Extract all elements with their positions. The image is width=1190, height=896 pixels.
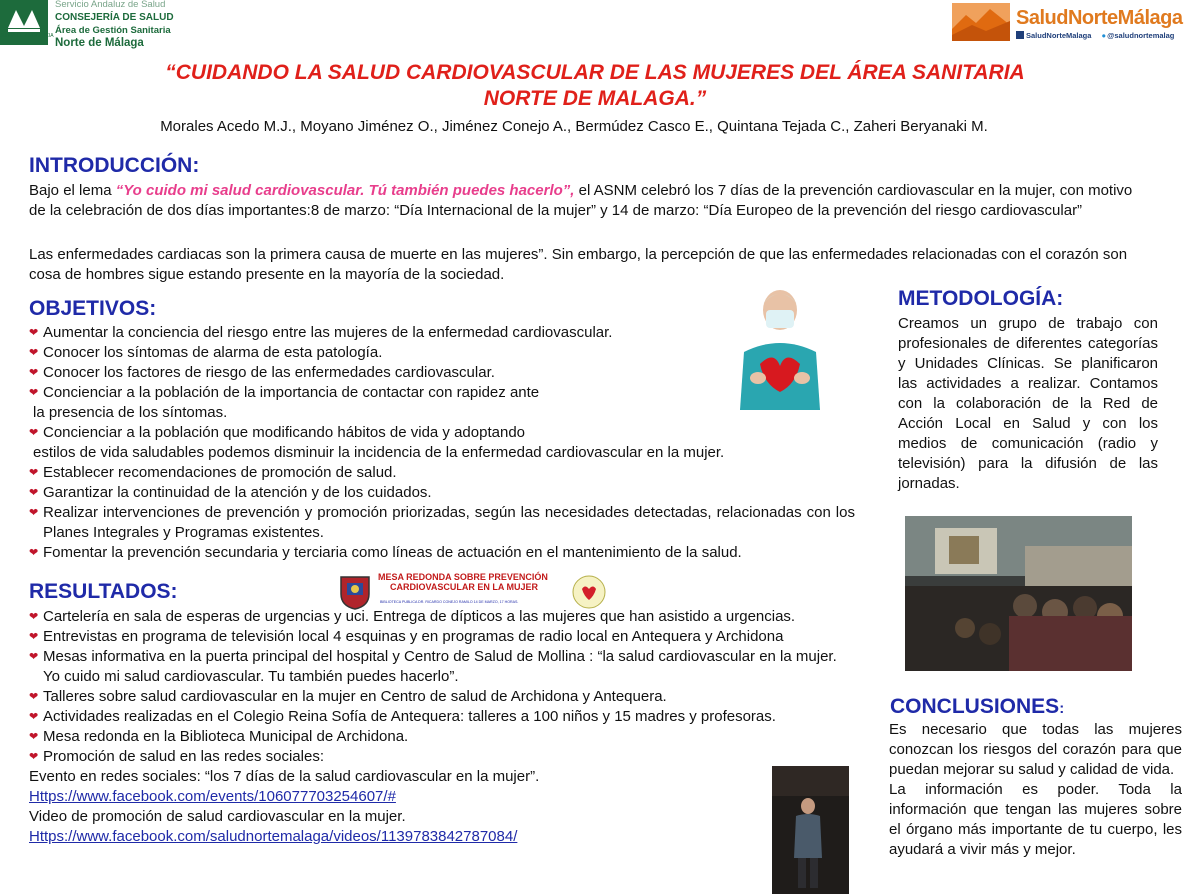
conclusiones-heading-colon: : (1059, 700, 1065, 717)
resultado-item: ❤ Entrevistas en programa de televisión local 4 esquinas y en programas de radio local en Antequera y Archidona (29, 627, 855, 647)
resultado-item: ❤ Mesa redonda en la Biblioteca Municipal de Archidona. (29, 727, 855, 747)
authors: Morales Acedo M.J., Moyano Jiménez O., Jiménez Conejo A., Bermúdez Casco E., Quintana Tejada C., Zaheri Beryanaki M. (160, 118, 988, 135)
junta-caption: JUNTA DE ANDALUCIA (0, 33, 54, 39)
video-text: Video de promoción de salud cardiovascular en la mujer. (29, 808, 406, 825)
salud-norte-malaga-logo (950, 0, 1190, 45)
objetivo-item: ❤ Conocer los factores de riesgo de las enfermedades cardiovascular. (29, 363, 855, 383)
speaker-photo (772, 766, 849, 894)
facebook-video-link[interactable]: Https://www.facebook.com/saludnortemalaga/videos/1139783842787084/ (29, 828, 518, 845)
social-handles (1016, 31, 1182, 40)
objetivo-item: ❤ Conocer los síntomas de alarma de esta patología. (29, 343, 855, 363)
objetivo-continuation: la presencia de los síntomas. (33, 404, 228, 421)
nurse-heart-photo (730, 280, 830, 410)
banner-small-text: BIBLIOTECA PUBLICA DR. RICARDO CONEJO RAMILO 14 DE MARZO, 17 HORAS. (380, 600, 519, 604)
objetivo-item: ❤ Concienciar a la población que modificando hábitos de vida y adoptando (29, 423, 855, 443)
twitter-icon: ● (1101, 31, 1107, 40)
mountain-logo-icon (952, 3, 1010, 41)
poster-title (80, 60, 1110, 112)
objetivos-heading: OBJETIVOS: (29, 297, 157, 320)
title-line-2: NORTE DE MALAGA.” (483, 87, 707, 110)
heart-mascot-icon (572, 574, 606, 610)
junta-andalucia-logo (0, 0, 175, 55)
resultado-item: ❤ Mesas informativa en la puerta principal del hospital y Centro de Salud de Mollina : “la salud cardiovascular en la mujer. Yo cuido mi salud cardiovascular. Tu también puedes hacerlo”. (29, 647, 855, 687)
twitter-handle: @saludnortemalag (1107, 31, 1175, 40)
conclusiones-heading (890, 695, 1064, 719)
objetivo-item: ❤ Realizar intervenciones de prevención y promoción priorizadas, según las necesidades detectadas, relacionadas con los Planes Integrales y Programas existentes. (29, 503, 855, 543)
objetivo-item: ❤ Aumentar la conciencia del riesgo entre las mujeres de la enfermedad cardiovascular. (29, 323, 855, 343)
resultados-heading: RESULTADOS: (29, 580, 178, 603)
facebook-event-link[interactable]: Https://www.facebook.com/events/106077703254607/# (29, 788, 396, 805)
facebook-icon (1016, 31, 1024, 39)
banner-title-1: MESA REDONDA SOBRE PREVENCIÓN (378, 572, 548, 582)
audience-event-photo (905, 516, 1132, 671)
brand-name: SaludNorteMálaga (1016, 7, 1183, 29)
evento-text: Evento en redes sociales: “los 7 días de la salud cardiovascular en la mujer”. (29, 768, 540, 785)
sas-line: Servicio Andaluz de Salud (55, 0, 166, 10)
archidona-coat-of-arms-icon (338, 574, 372, 610)
introduccion-paragraph-1 (29, 181, 1151, 221)
resultado-item: ❤ Promoción de salud en las redes sociales: (29, 747, 855, 767)
metodologia-heading: METODOLOGÍA: (898, 287, 1064, 310)
mesa-redonda-banner (338, 572, 608, 612)
conclusiones-heading-text: CONCLUSIONES (890, 695, 1060, 718)
norte-malaga-line: Norte de Málaga (55, 37, 144, 49)
intro-text-pre: Bajo el lema (29, 182, 116, 199)
resultado-item: ❤ Cartelería en sala de esperas de urgencias y uci. Entrega de dípticos a las mujeres que han asistido a urgencias. (29, 607, 855, 627)
resultados-list (29, 607, 855, 847)
resultado-item: ❤ Actividades realizadas en el Colegio Reina Sofía de Antequera: talleres a 100 niños y 15 madres y profesoras. (29, 707, 855, 727)
objetivo-continuation: estilos de vida saludables podemos disminuir la incidencia de la enfermedad cardiovascular en la mujer. (33, 444, 725, 461)
conclusiones-text (889, 720, 1182, 860)
intro-text-post: el ASNM celebró los 7 días de la prevención cardiovascular en la mujer, con motivo de la celebración de dos días importantes:8 de marzo: “Día Internacional de la mujer” y 14 de marzo: “Día Europeo de la prevención del riesgo cardiovascular” (29, 182, 1133, 219)
introduccion-paragraph-2: Las enfermedades cardiacas son la primera causa de muerte en las mujeres”. Sin embargo, la percepción de que las enfermedades relacionadas con el corazón son cosa de hombres sigue estando presente en la mayoría de la sociedad. (29, 246, 1128, 283)
intro-lema: “Yo cuido mi salud cardiovascular. Tú también puedes hacerlo”, (115, 182, 575, 199)
metodologia-text: Creamos un grupo de trabajo con profesionales de diferentes categorías y Unidades Clínicas. Se planificaron las actividades a realizar. Contamos con la colaboración de la Red de Acción Local en Salud y con los medios de comunicación (radio y televisión) para la difusión de las jornadas. (898, 315, 1158, 492)
area-gestion-line: Área de Gestión Sanitaria (55, 25, 171, 36)
conclusiones-paragraph-1: Es necesario que todas las mujeres conozcan los riesgos del corazón para que puedan mejorar su salud y calidad de vida. (889, 721, 1182, 778)
objetivo-item: ❤ Fomentar la prevención secundaria y terciaria como líneas de actuación en el mantenimiento de la salud. (29, 543, 855, 563)
banner-title-2: CARDIOVASCULAR EN LA MUJER (390, 582, 539, 592)
introduccion-heading: INTRODUCCIÓN: (29, 154, 200, 177)
resultado-item: ❤ Talleres sobre salud cardiovascular en la mujer en Centro de salud de Archidona y Antequera. (29, 687, 855, 707)
consejeria-line: CONSEJERÍA DE SALUD (55, 12, 174, 23)
title-line-1: “CUIDANDO LA SALUD CARDIOVASCULAR DE LAS MUJERES DEL ÁREA SANITARIA (165, 61, 1025, 84)
conclusiones-paragraph-2: La información es poder. Toda la información que tengan las mujeres sobre el órgano más importante de tu cuerpo, les ayudará a vivir más y mejor. (889, 781, 1182, 858)
objetivo-item: ❤ Establecer recomendaciones de promoción de salud. (29, 463, 855, 483)
facebook-handle: SaludNorteMalaga (1026, 31, 1092, 40)
objetivo-item: ❤ Garantizar la continuidad de la atención y de los cuidados. (29, 483, 855, 503)
objetivo-item: ❤ Concienciar a la población de la importancia de contactar con rapidez ante (29, 383, 855, 403)
